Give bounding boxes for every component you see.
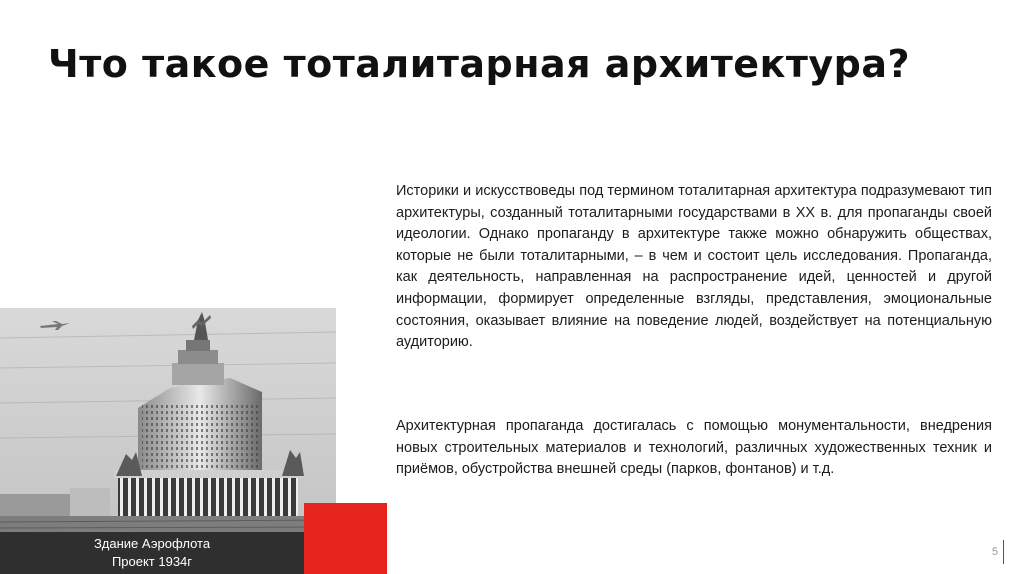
page-number-value: 5 — [991, 546, 998, 558]
image-caption — [0, 532, 304, 574]
caption-line-building: Здание Аэрофлота — [93, 536, 211, 551]
slide-title: Что такое тоталитарная архитектура? — [48, 42, 911, 86]
caption-line-year: Проект 1934г — [111, 554, 193, 569]
page-number — [992, 540, 1004, 564]
accent-red-block — [304, 503, 387, 574]
paragraph-propaganda-methods: Архитектурная пропаганда достигалась с помощью монументальности, внедрения новых строительных материалов и технологий, различных художественных техник и приёмов, обустройства внешней среды (парков, фонтанов) и т.д. — [396, 418, 992, 478]
aeroflot-building-image — [0, 308, 336, 532]
paragraph-definition: Историки и искусствоведы под термином тоталитарная архитектура подразумевают тип архитектуры, созданный тоталитарными государствами в XX в. для пропаганды своей идеологии. Однако пропаганду в архитектуре также можно обнаружить обществах, которые не были тоталитарными, – в чем и состоит цель исследования. Пропаганда, как деятельность, направленная на распространение идей, ценностей и другой информации, формирует определенные взгляды, представления, эмоциональные состояния, оказывает влияние на поведение людей, воздействует на потенциальную аудиторию. — [396, 183, 992, 351]
page-number-divider — [1003, 540, 1004, 564]
